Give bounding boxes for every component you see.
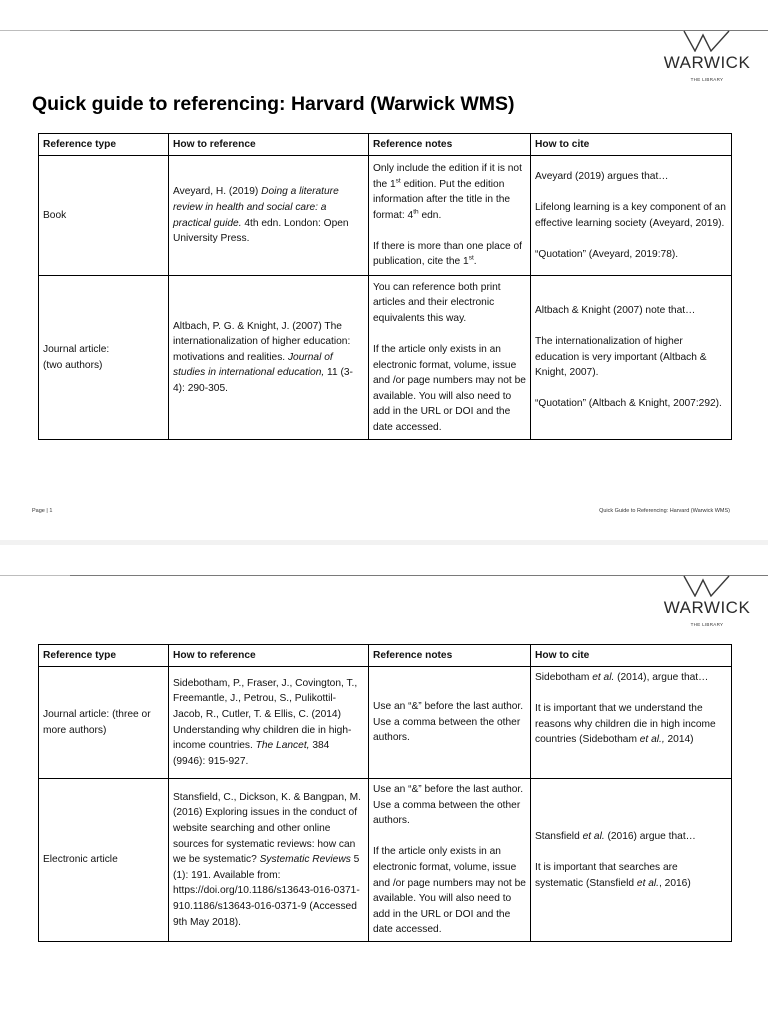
cell-how-to-cite bbox=[531, 779, 732, 942]
cell-how-to-reference bbox=[169, 156, 369, 276]
table-row bbox=[39, 276, 732, 440]
page-title: Quick guide to referencing: Harvard (Warwick WMS) bbox=[32, 93, 515, 115]
warwick-logo bbox=[662, 30, 752, 92]
header-how-to-reference: How to reference bbox=[169, 645, 369, 667]
logo-wordmark: WARWICK bbox=[663, 598, 751, 617]
text-fragment: Systematic Reviews bbox=[259, 854, 351, 866]
logo-wordmark: WARWICK bbox=[663, 53, 751, 72]
header-how-to-cite: How to cite bbox=[531, 134, 732, 156]
cell-reference-type bbox=[39, 779, 169, 942]
text-fragment: Use an “&” before the last author. Use a comma between the other authors. bbox=[373, 701, 524, 744]
text-fragment: Journal article: bbox=[43, 343, 110, 355]
header-rule-accent bbox=[0, 30, 70, 31]
cell-reference-type bbox=[39, 667, 169, 779]
text-fragment: (two authors) bbox=[43, 359, 103, 371]
text-fragment: 5 (1): 191. Available from: https://doi.org/10.1186/s13643-016-0371-910.1186/s13643-016-0371-9 (Accessed 9th May 2018). bbox=[173, 854, 360, 928]
text-fragment: 4th edn. London: Open University Press. bbox=[173, 217, 349, 245]
text-fragment: Book bbox=[43, 209, 67, 221]
text-fragment: Stansfield, C., Dickson, K. & Bangpan, M. (2016) Exploring issues in the conduct of website searching and other online sources for systematic reviews: how can we be systematic? bbox=[173, 791, 361, 866]
header-reference-notes: Reference notes bbox=[369, 134, 531, 156]
text-fragment: It is important that searches are systematic (Stansfield bbox=[535, 862, 678, 889]
warwick-logo-mark-icon bbox=[683, 30, 731, 52]
cell-reference-type bbox=[39, 276, 169, 440]
footer-title: Quick Guide to Referencing: Harvard (Warwick WMS) bbox=[599, 508, 730, 514]
text-fragment: If there is more than one place of publication, cite the 1 bbox=[373, 240, 522, 268]
text-fragment: Journal article: (three or more authors) bbox=[43, 708, 151, 736]
table-row bbox=[39, 667, 732, 779]
text-fragment: , 2016) bbox=[659, 877, 691, 889]
text-fragment: Stansfield bbox=[535, 830, 583, 842]
text-fragment: Altbach & Knight (2007) note that… bbox=[535, 304, 696, 316]
header-rule-accent bbox=[0, 575, 70, 576]
text-fragment: “Quotation” (Aveyard, 2019:78). bbox=[535, 248, 679, 260]
text-fragment: If the article only exists in an electronic format, volume, issue and /or page numbers may not be available. You will also need to add in the URL or DOI and the date accessed. bbox=[373, 846, 526, 936]
text-fragment: Lifelong learning is a key component of an effective learning society (Aveyard, 2019). bbox=[535, 201, 726, 229]
text-fragment: Journal of studies in international education, bbox=[173, 351, 333, 379]
header-rule bbox=[0, 575, 768, 576]
text-fragment: It is important that we understand the reasons why children die in high income countries (Sidebotham bbox=[535, 703, 716, 746]
text-fragment: Sidebotham bbox=[535, 672, 593, 683]
table-header-row bbox=[39, 645, 732, 667]
text-fragment: Only include the edition if it is not the 1 bbox=[373, 162, 522, 190]
page-2 bbox=[0, 545, 768, 1024]
text-fragment: 11 (3-4): 290-305. bbox=[173, 367, 353, 394]
cell-reference-notes bbox=[369, 667, 531, 779]
text-fragment: The internationalization of higher education is very important (Altbach & Knight, 2007). bbox=[535, 336, 707, 379]
text-fragment: st bbox=[395, 177, 401, 185]
text-fragment: (2014), argue that… bbox=[614, 672, 709, 683]
text-fragment: 384 (9946): 915-927. bbox=[173, 740, 330, 767]
cell-how-to-cite bbox=[531, 667, 732, 779]
reference-table-2 bbox=[38, 644, 732, 942]
warwick-logo bbox=[662, 575, 752, 637]
text-fragment: “Quotation” (Altbach & Knight, 2007:292). bbox=[535, 398, 722, 410]
cell-reference-notes bbox=[369, 156, 531, 276]
cell-how-to-reference bbox=[169, 779, 369, 942]
text-fragment: Electronic article bbox=[43, 854, 118, 866]
text-fragment: th bbox=[413, 208, 419, 216]
text-fragment: . bbox=[473, 256, 477, 268]
text-fragment: et al. bbox=[592, 672, 615, 683]
warwick-logo-mark-icon bbox=[683, 575, 731, 597]
header-reference-type: Reference type bbox=[39, 134, 169, 156]
header-reference-notes: Reference notes bbox=[369, 645, 531, 667]
text-fragment: You can reference both print articles and their electronic equivalents this way. bbox=[373, 281, 501, 324]
text-fragment: Aveyard (2019) argues that… bbox=[535, 170, 669, 182]
page-number: Page | 1 bbox=[32, 508, 53, 514]
logo-subtitle: THE LIBRARY bbox=[690, 77, 724, 82]
text-fragment: (2016) argue that… bbox=[604, 830, 696, 842]
table-row bbox=[39, 779, 732, 942]
text-fragment: st bbox=[468, 255, 474, 263]
text-fragment: Sidebotham, P., Fraser, J., Covington, T., Freemantle, J., Petrou, S., Pulikottil-Jacob, R., Cutler, T. & Ellis, C. (2014) Understanding why children die in high-income countries. bbox=[173, 677, 358, 752]
text-fragment: et al., bbox=[639, 734, 665, 746]
header-how-to-reference: How to reference bbox=[169, 134, 369, 156]
cell-how-to-reference bbox=[169, 276, 369, 440]
text-fragment: Doing a literature review in health and social care: a practical guide. bbox=[173, 186, 339, 229]
text-fragment: Altbach, P. G. & Knight, J. (2007) The internationalization of higher education: motivations and realities. bbox=[173, 320, 351, 363]
cell-reference-type bbox=[39, 156, 169, 276]
cell-how-to-cite bbox=[531, 276, 732, 440]
table-header-row bbox=[39, 134, 732, 156]
text-fragment: et al. bbox=[636, 877, 660, 889]
text-fragment: Aveyard, H. (2019) bbox=[173, 186, 262, 198]
text-fragment: 2014) bbox=[664, 734, 694, 746]
cell-how-to-cite bbox=[531, 156, 732, 276]
cell-how-to-reference bbox=[169, 667, 369, 779]
header-reference-type: Reference type bbox=[39, 645, 169, 667]
text-fragment: et al. bbox=[582, 830, 605, 842]
text-fragment: The Lancet, bbox=[255, 740, 310, 752]
text-fragment: If the article only exists in an electronic format, volume, issue and /or page numbers may not be available. You will also need to add in the URL or DOI and the date accessed. bbox=[373, 343, 526, 433]
header-rule bbox=[0, 30, 768, 31]
header-how-to-cite: How to cite bbox=[531, 645, 732, 667]
cell-reference-notes bbox=[369, 276, 531, 440]
logo-subtitle: THE LIBRARY bbox=[690, 622, 724, 627]
text-fragment: edition. Put the edition information after the title in the format: 4 bbox=[373, 178, 511, 221]
reference-table-1 bbox=[38, 133, 732, 440]
text-fragment: Use an “&” before the last author. Use a comma between the other authors. bbox=[373, 784, 524, 827]
table-row bbox=[39, 156, 732, 276]
cell-reference-notes bbox=[369, 779, 531, 942]
text-fragment: edn. bbox=[418, 209, 442, 221]
